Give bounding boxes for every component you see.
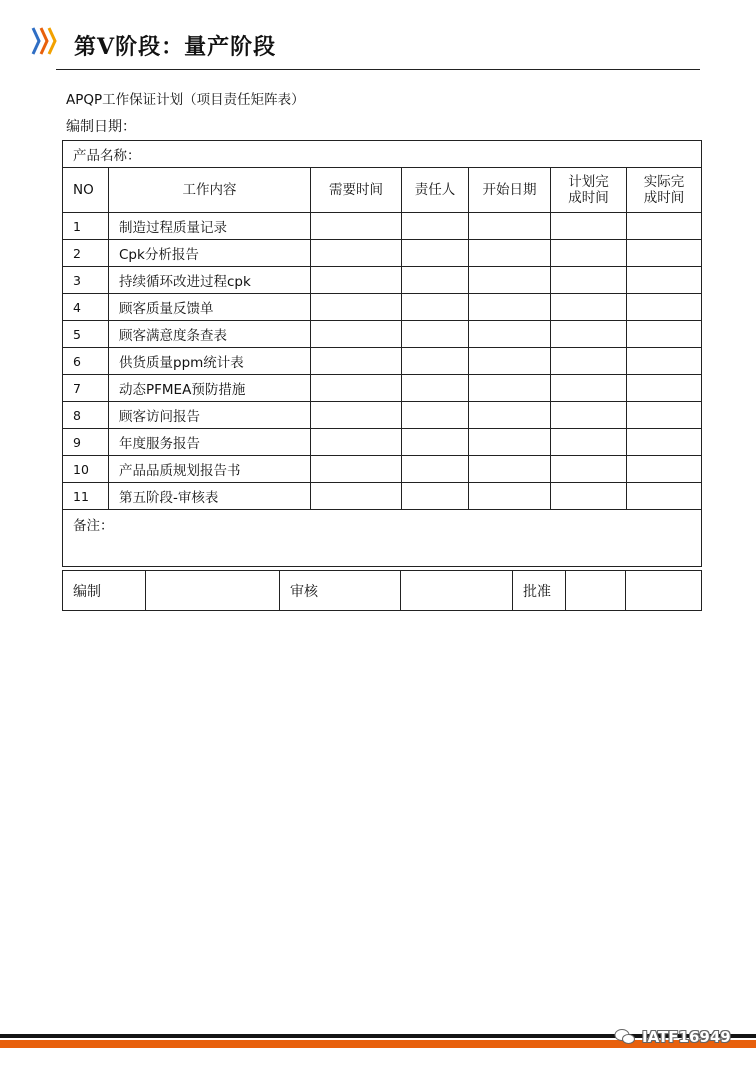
owner-cell[interactable] bbox=[402, 402, 469, 429]
approved-by-field[interactable] bbox=[566, 571, 626, 611]
row-work-content: 第五阶段-审核表 bbox=[109, 483, 311, 510]
header-actual-line2: 成时间 bbox=[643, 190, 685, 206]
page-title: 第Ⅴ阶段：量产阶段 bbox=[74, 34, 277, 60]
signoff-table bbox=[62, 570, 702, 611]
owner-cell[interactable] bbox=[402, 294, 469, 321]
actual-completion-cell[interactable] bbox=[627, 267, 702, 294]
start-date-cell[interactable] bbox=[469, 321, 551, 348]
remarks-cell[interactable] bbox=[63, 510, 702, 567]
table-row bbox=[63, 321, 702, 348]
row-number: 9 bbox=[63, 429, 109, 456]
time-needed-cell[interactable] bbox=[311, 321, 402, 348]
compiled-by-field[interactable] bbox=[146, 571, 280, 611]
time-needed-cell[interactable] bbox=[311, 429, 402, 456]
actual-completion-cell[interactable] bbox=[627, 456, 702, 483]
header-actual-line1: 实际完 bbox=[643, 174, 685, 190]
planned-completion-cell[interactable] bbox=[551, 456, 627, 483]
planned-completion-cell[interactable] bbox=[551, 348, 627, 375]
wechat-icon bbox=[614, 1028, 636, 1046]
watermark-text: IATF16949 bbox=[642, 1028, 731, 1046]
document-subtitle: APQP工作保证计划（项目责任矩阵表） bbox=[66, 92, 305, 108]
row-number: 3 bbox=[63, 267, 109, 294]
row-number: 10 bbox=[63, 456, 109, 483]
planned-completion-cell[interactable] bbox=[551, 267, 627, 294]
table-row bbox=[63, 456, 702, 483]
row-number: 6 bbox=[63, 348, 109, 375]
reviewed-by-label: 审核 bbox=[280, 571, 401, 611]
reviewed-by-field[interactable] bbox=[401, 571, 513, 611]
time-needed-cell[interactable] bbox=[311, 294, 402, 321]
actual-completion-cell[interactable] bbox=[627, 429, 702, 456]
table-row bbox=[63, 294, 702, 321]
planned-completion-cell[interactable] bbox=[551, 402, 627, 429]
start-date-cell[interactable] bbox=[469, 348, 551, 375]
planned-completion-cell[interactable] bbox=[551, 429, 627, 456]
row-work-content: 年度服务报告 bbox=[109, 429, 311, 456]
time-needed-cell[interactable] bbox=[311, 402, 402, 429]
actual-completion-cell[interactable] bbox=[627, 483, 702, 510]
row-work-content: 顾客质量反馈单 bbox=[109, 294, 311, 321]
row-number: 7 bbox=[63, 375, 109, 402]
time-needed-cell[interactable] bbox=[311, 456, 402, 483]
start-date-cell[interactable] bbox=[469, 483, 551, 510]
title-divider bbox=[56, 69, 700, 70]
row-number: 5 bbox=[63, 321, 109, 348]
owner-cell[interactable] bbox=[402, 348, 469, 375]
time-needed-cell[interactable] bbox=[311, 375, 402, 402]
row-number: 2 bbox=[63, 240, 109, 267]
product-name-cell[interactable]: 产品名称： bbox=[63, 141, 702, 168]
planned-completion-cell[interactable] bbox=[551, 240, 627, 267]
actual-completion-cell[interactable] bbox=[627, 240, 702, 267]
start-date-cell[interactable] bbox=[469, 429, 551, 456]
table-row bbox=[63, 213, 702, 240]
row-work-content: 顾客满意度条查表 bbox=[109, 321, 311, 348]
start-date-cell[interactable] bbox=[469, 456, 551, 483]
planned-completion-cell[interactable] bbox=[551, 321, 627, 348]
header-content: 工作内容 bbox=[109, 168, 311, 213]
table-row bbox=[63, 402, 702, 429]
header-time-needed: 需要时间 bbox=[311, 168, 402, 213]
actual-completion-cell[interactable] bbox=[627, 375, 702, 402]
planned-completion-cell[interactable] bbox=[551, 213, 627, 240]
planned-completion-cell[interactable] bbox=[551, 483, 627, 510]
table-row bbox=[63, 348, 702, 375]
row-work-content: 动态PFMEA预防措施 bbox=[109, 375, 311, 402]
approved-by-label: 批准 bbox=[513, 571, 566, 611]
start-date-cell[interactable] bbox=[469, 267, 551, 294]
header-no: NO bbox=[63, 168, 109, 213]
time-needed-cell[interactable] bbox=[311, 267, 402, 294]
table-row bbox=[63, 429, 702, 456]
row-number: 11 bbox=[63, 483, 109, 510]
actual-completion-cell[interactable] bbox=[627, 402, 702, 429]
row-number: 8 bbox=[63, 402, 109, 429]
table-row bbox=[63, 267, 702, 294]
compiled-by-label: 编制 bbox=[63, 571, 146, 611]
compile-date-label: 编制日期： bbox=[66, 119, 136, 135]
time-needed-cell[interactable] bbox=[311, 348, 402, 375]
start-date-cell[interactable] bbox=[469, 375, 551, 402]
brand-chevrons-icon bbox=[30, 24, 60, 58]
header-planned-completion bbox=[551, 168, 627, 213]
owner-cell[interactable] bbox=[402, 213, 469, 240]
time-needed-cell[interactable] bbox=[311, 240, 402, 267]
row-number: 1 bbox=[63, 213, 109, 240]
actual-completion-cell[interactable] bbox=[627, 321, 702, 348]
owner-cell[interactable] bbox=[402, 321, 469, 348]
start-date-cell[interactable] bbox=[469, 240, 551, 267]
row-work-content: 供货质量ppm统计表 bbox=[109, 348, 311, 375]
table-header-row bbox=[63, 168, 702, 213]
time-needed-cell[interactable] bbox=[311, 213, 402, 240]
row-work-content: Cpk分析报告 bbox=[109, 240, 311, 267]
header-owner: 责任人 bbox=[402, 168, 469, 213]
header-planned-line1: 计划完 bbox=[568, 174, 609, 190]
responsibility-matrix-table bbox=[62, 140, 702, 567]
owner-cell[interactable] bbox=[402, 240, 469, 267]
approved-extra-field[interactable] bbox=[626, 571, 702, 611]
start-date-cell[interactable] bbox=[469, 294, 551, 321]
row-work-content: 产品品质规划报告书 bbox=[109, 456, 311, 483]
actual-completion-cell[interactable] bbox=[627, 348, 702, 375]
planned-completion-cell[interactable] bbox=[551, 294, 627, 321]
owner-cell[interactable] bbox=[402, 267, 469, 294]
row-work-content: 制造过程质量记录 bbox=[109, 213, 311, 240]
remarks-label: 备注： bbox=[73, 518, 114, 534]
owner-cell[interactable] bbox=[402, 429, 469, 456]
header-start-date: 开始日期 bbox=[469, 168, 551, 213]
table-row bbox=[63, 240, 702, 267]
planned-completion-cell[interactable] bbox=[551, 375, 627, 402]
watermark bbox=[614, 1028, 731, 1046]
start-date-cell[interactable] bbox=[469, 213, 551, 240]
owner-cell[interactable] bbox=[402, 483, 469, 510]
time-needed-cell[interactable] bbox=[311, 483, 402, 510]
actual-completion-cell[interactable] bbox=[627, 294, 702, 321]
row-work-content: 顾客访问报告 bbox=[109, 402, 311, 429]
row-work-content: 持续循环改进过程cpk bbox=[109, 267, 311, 294]
actual-completion-cell[interactable] bbox=[627, 213, 702, 240]
start-date-cell[interactable] bbox=[469, 402, 551, 429]
header-planned-line2: 成时间 bbox=[568, 190, 609, 206]
table-row bbox=[63, 483, 702, 510]
table-row bbox=[63, 375, 702, 402]
owner-cell[interactable] bbox=[402, 456, 469, 483]
row-number: 4 bbox=[63, 294, 109, 321]
header-actual-completion bbox=[627, 168, 702, 213]
owner-cell[interactable] bbox=[402, 375, 469, 402]
